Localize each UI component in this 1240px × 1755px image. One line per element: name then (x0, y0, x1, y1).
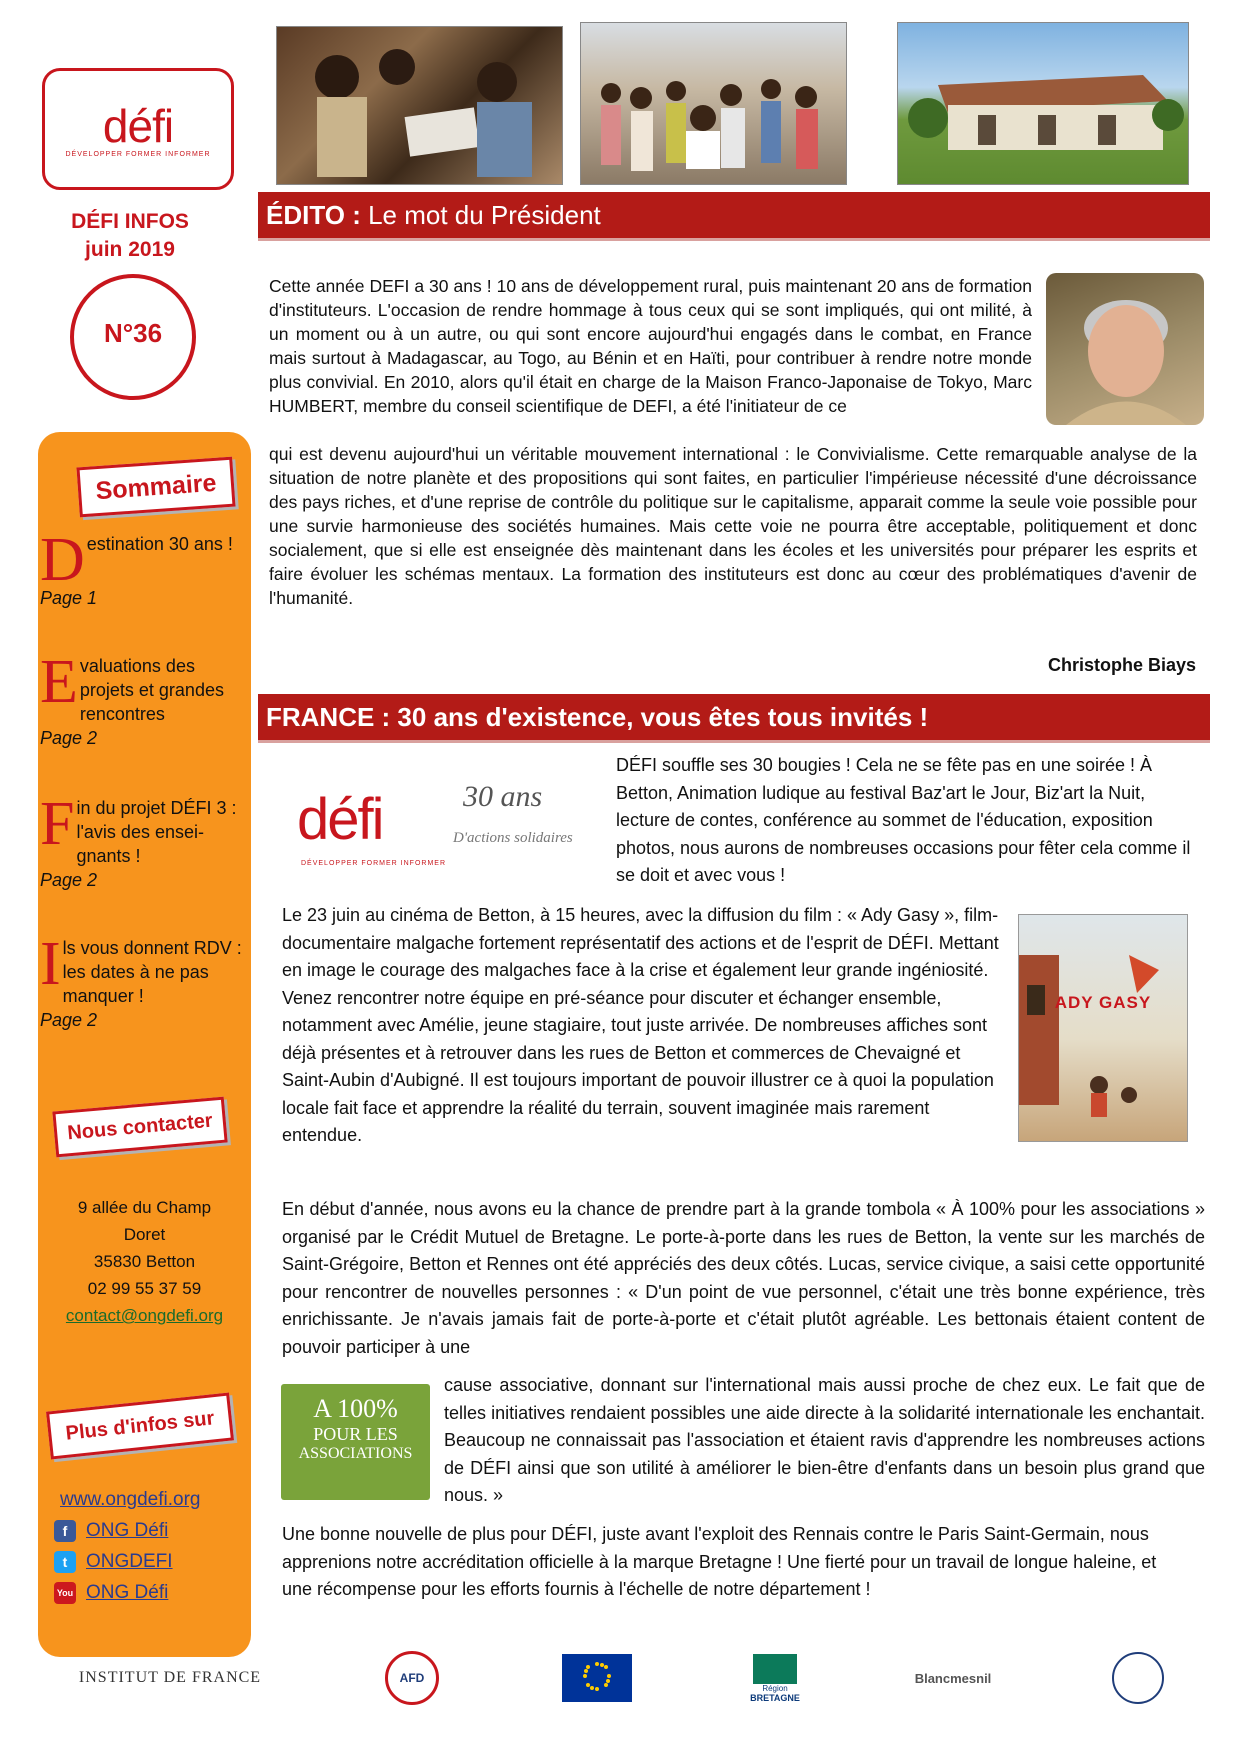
region-label: Région (762, 1683, 788, 1693)
france-header-underline (258, 740, 1210, 743)
edito-signature: Christophe Biays (1047, 655, 1196, 675)
france-final-paragraph: Une bonne nouvelle de plus pour DÉFI, juste avant l'exploit des Rennais contre le Paris Saint-Germain, nous apprenions notre accréditation officielle à la marque Bretagne ! Une fierté pour un travail de longue haleine, et une récompense pour les efforts fournis à l'échelle de notre département ! (282, 1524, 1157, 1599)
toc-page: Page 2 (40, 728, 98, 748)
anniversary-30-ans: 30 ans (463, 780, 543, 813)
institut-label: INSTITUT DE FRANCE (78, 1669, 262, 1686)
eu-flag-icon (562, 1654, 632, 1702)
anniversary-logo-word: défi (297, 787, 383, 852)
edito-header-title: Le mot du Président (360, 200, 601, 230)
dropcap: D (40, 526, 85, 594)
address-line: 9 allée du Champ (77, 1198, 212, 1217)
photo-classroom-art (277, 27, 562, 184)
dropcap: E (40, 648, 78, 716)
sommaire-title: Sommaire (76, 457, 235, 518)
france-header-title: FRANCE : 30 ans d'existence, vous êtes tous invités ! (266, 702, 929, 732)
toc-page: Page 2 (40, 870, 98, 890)
afd-label: AFD (385, 1651, 439, 1705)
region-label: BRETAGNE (750, 1692, 800, 1703)
portrait-art (1046, 273, 1204, 425)
dropcap: I (40, 930, 61, 998)
france-intro: DÉFI souffle ses 30 bougies ! Cela ne se fête pas en une soirée ! À Betton, Animation ludique au festival Baz'art le Jour, Biz'art la Nuit, lecture de contes, conférence au sommet de l'éducation, exposition photos, nous aurons de nombreuses occasions pour fêter cela comme il se doit et avec vous ! (616, 755, 1191, 885)
france-header (258, 694, 1210, 740)
toc-text: valuations des projets et grandes rencontres (79, 656, 224, 724)
toc-text: in du projet DÉFI 3 : l'avis des ensei-gnants ! (76, 798, 237, 866)
photo-school-building (897, 22, 1189, 185)
toc-text: estination 30 ans ! (86, 534, 233, 554)
photo-school-art (898, 23, 1188, 184)
issue-number-badge (70, 274, 196, 400)
blancmesnil-logo (908, 1650, 998, 1706)
email-link[interactable]: contact@ongdefi.org (65, 1306, 224, 1325)
france-tombola-paragraph-part2: cause associative, donnant sur l'international mais aussi proche de chez eux. Le fait que de telles initiatives rendaient possibles une aide directe à la solidarité internationale les enchantait. Beaucoup ne connaissait pas l'association et étaient ravis d'apprendre les nombreuses actions de DÉFI ainsi que son utilité à améliorer le bien-être d'enfants dans un besoin plus grand que nous. » (444, 1375, 1205, 1505)
dropcap: F (40, 790, 75, 858)
toc-item[interactable] (40, 790, 245, 892)
a100-badge (281, 1384, 430, 1500)
youtube-icon: You (54, 1582, 76, 1604)
newsletter-title: DÉFI INFOS (71, 210, 189, 233)
badge-line: A 100% (313, 1394, 398, 1423)
defi-logo (42, 68, 234, 190)
poster-title: ADY GASY (1054, 993, 1152, 1012)
afd-logo (384, 1650, 440, 1706)
fondation-logo (1110, 1650, 1166, 1706)
twitter-link[interactable]: ONGDEFI (86, 1551, 173, 1572)
toc-item[interactable] (40, 648, 245, 750)
toc-page: Page 2 (40, 1010, 98, 1030)
toc-item[interactable] (40, 930, 245, 1032)
facebook-icon: f (54, 1520, 76, 1542)
website-link[interactable]: www.ongdefi.org (60, 1489, 201, 1510)
edito-paragraph-part1: Cette année DEFI a 30 ans ! 10 ans de développement rural, puis maintenant 20 ans de formation d'instituteurs. L'occasion de rendre hommage à tous ceux qui se sont impliqués, qui ont milité, à un moment ou à un autre, ou qui sont encore aujourd'hui engagés dans le combat, en France mais surtout à Madagascar, au Togo, au Bénin et en Haïti, pour contribuer à rendre notre monde plus convivial. En 2010, alors qu'il était en charge de la Maison Franco-Japonaise de Tokyo, Marc HUMBERT, membre du conseil scientifique de DEFI, a été l'initiateur de ce (269, 276, 1032, 416)
france-cinema-paragraph: Le 23 juin au cinéma de Betton, à 15 heures, avec la diffusion du film : « Ady Gasy », film-documentaire malgache fortement représentatif des actions et de l'esprit de DÉFI. Mettant en image le courage des malgaches face à la crise et également leur grande ingéniosité. Venez rencontrer notre équipe en pré-séance pour discuter et échanger ensemble, notamment avec Amélie, jeune stagiaire, tout juste arrivée. De nombreuses affiches sont déjà présentes et à retrouver dans les rues de Betton et commerces de Chevaigné et Saint-Aubin d'Aubigné. Il est toujours important de pouvoir illustrer ce à quoi la population locale fait face et apprendre la réalité du terrain, souvent imaginée mais rarement entendue. (282, 905, 999, 1145)
region-bretagne-logo (750, 1650, 800, 1706)
fondation-seal (1112, 1652, 1164, 1704)
toc-item[interactable] (40, 526, 245, 610)
edito-header-underline (258, 238, 1210, 241)
photo-children-group (580, 22, 847, 185)
anniversary-subtitle: D'actions solidaires (453, 830, 573, 846)
twitter-icon: t (54, 1551, 76, 1573)
president-portrait (1046, 273, 1204, 425)
photo-classroom (276, 26, 563, 185)
sidebar (38, 432, 251, 1657)
logo-word: défi (102, 100, 174, 152)
contact-title: Nous contacter (52, 1097, 227, 1158)
edito-header (258, 192, 1210, 238)
youtube-link[interactable]: ONG Défi (86, 1582, 169, 1603)
toc-text: ls vous donnent RDV : les dates à ne pas manquer ! (62, 938, 242, 1006)
poster-art (1019, 915, 1187, 1141)
facebook-link[interactable]: ONG Défi (86, 1520, 169, 1541)
photo-children-art (581, 23, 846, 184)
address-line: 35830 Betton (93, 1252, 196, 1271)
badge-line: ASSOCIATIONS (298, 1445, 413, 1462)
france-tombola-paragraph-part1: En début d'année, nous avons eu la chance de prendre part à la grande tombola « À 100% pour les associations » organisé par le Crédit Mutuel de Bretagne. Le porte-à-porte dans les rues de Betton, la vente sur les marchés de Saint-Grégoire, Betton et Rennes ont été appréciés des deux côtés. Lucas, service civique, a saisi cette opportunité pour rencontrer de nouvelles personnes : « D'un point de vue personnel, c'était une très bonne expérience, très enrichissante. Je n'avais jamais fait de porte-à-porte et c'était plutôt agréable. Les bettonais étaient content de pouvoir participer à une (282, 1199, 1205, 1357)
issue-title-block (40, 208, 220, 264)
phone: 02 99 55 37 59 (87, 1279, 202, 1298)
edito-paragraph-part2: qui est devenu aujourd'hui un véritable mouvement international : le Convivialisme. Cette remarquable analyse de la situation de notre planète et des propositions qui sont faites, en particulier l'impérieuse nécessité d'une décroissance des pays riches, et d'une reprise de contrôle du politique sur le capitalisme, apparait comme la seule voie possible pour une survie harmonieuse des sociétés humaines. Mais cette voie ne pourra être acceptable, politiquement et donc socialement, que si elle est enseignée dès maintenant dans les écoles et les universités pour préparer les esprits et faire évoluer les schémas mentaux. La formation des instituteurs est donc au cœur des problématiques d'avenir de l'humanité. (269, 444, 1197, 608)
social-links (54, 1484, 249, 1608)
institut-de-france-logo (70, 1650, 270, 1706)
defi-30-ans-logo (293, 780, 605, 880)
logo-tagline: DÉVELOPPER FORMER INFORMER (65, 151, 211, 158)
address-line: Doret (123, 1225, 166, 1244)
toc-page: Page 1 (40, 588, 98, 608)
badge-line: POUR LES (313, 1424, 398, 1444)
ady-gasy-poster (1018, 914, 1188, 1142)
issue-date: juin 2019 (85, 238, 175, 261)
more-info-title: Plus d'infos sur (46, 1393, 234, 1460)
eu-flag-logo (562, 1650, 632, 1706)
issue-number: N°36 (103, 318, 163, 348)
contact-address (38, 1194, 251, 1329)
blancmesnil-label: Blancmesnil (914, 1670, 992, 1686)
edito-header-label: ÉDITO : (266, 200, 361, 230)
anniversary-logo-tagline: DÉVELOPPER FORMER INFORMER (301, 860, 447, 867)
region-bretagne-mark (753, 1654, 797, 1684)
